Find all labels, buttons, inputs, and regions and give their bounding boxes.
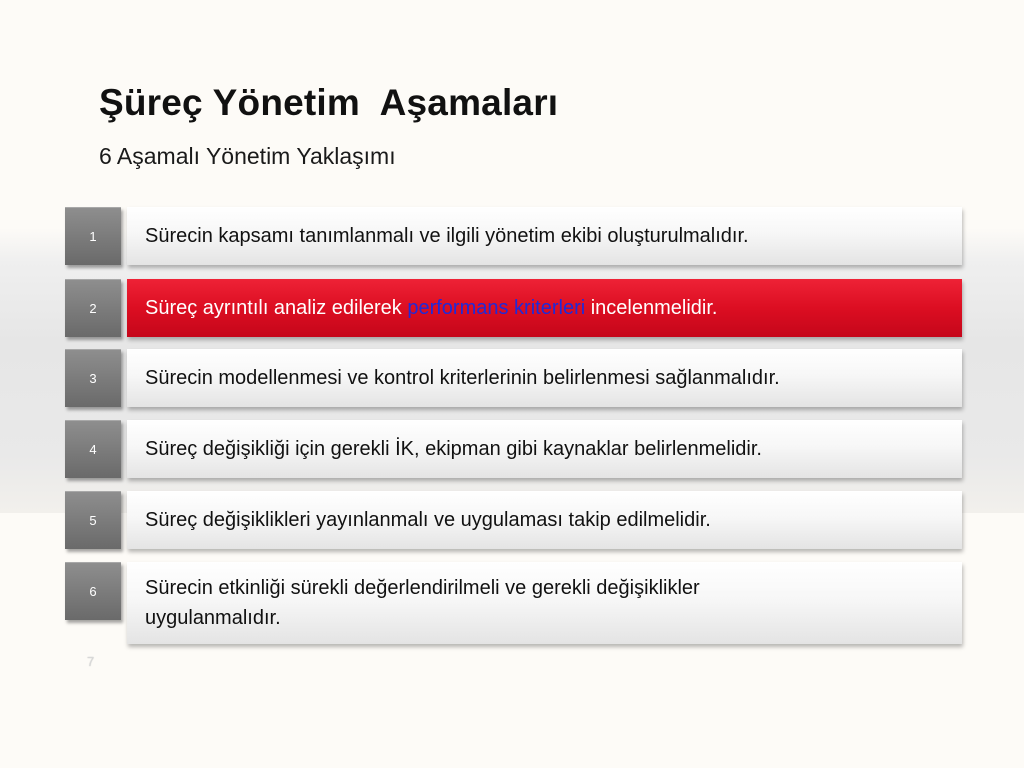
step-text-2-after: incelenmelidir. (585, 297, 718, 319)
step-number-1: 1 (65, 207, 121, 265)
step-row-4 (65, 420, 962, 478)
step-row-2 (65, 279, 962, 337)
step-text-2 (127, 279, 962, 337)
page-number: 7 (87, 654, 95, 669)
step-text-6 (127, 562, 962, 644)
step-number-3: 3 (65, 349, 121, 407)
step-row-5 (65, 491, 962, 549)
step-number-4: 4 (65, 420, 121, 478)
step-text-6-line2: uygulanmalıdır. (145, 607, 281, 629)
step-text-2-highlight: performans kriterleri (407, 297, 586, 319)
slide-subtitle: 6 Aşamalı Yönetim Yaklaşımı (99, 143, 396, 169)
step-number-6: 6 (65, 562, 121, 620)
step-number-2: 2 (65, 279, 121, 337)
step-text-2-before: Süreç ayrıntılı analiz edilerek (145, 297, 408, 319)
step-text-5: Süreç değişiklikleri yayınlanmalı ve uygulaması takip edilmelidir. (127, 491, 962, 549)
step-row-6 (65, 562, 962, 644)
step-text-4: Süreç değişikliği için gerekli İK, ekipman gibi kaynaklar belirlenmelidir. (127, 420, 962, 478)
step-text-6-line1: Sürecin etkinliği sürekli değerlendirilmeli ve gerekli değişiklikler (145, 577, 700, 599)
step-text-3: Sürecin modellenmesi ve kontrol kriterlerinin belirlenmesi sağlanmalıdır. (127, 349, 962, 407)
slide-title: Şüreç Yönetim Aşamaları (99, 82, 559, 123)
step-row-1 (65, 207, 962, 265)
step-row-3 (65, 349, 962, 407)
step-number-5: 5 (65, 491, 121, 549)
step-text-1: Sürecin kapsamı tanımlanmalı ve ilgili yönetim ekibi oluşturulmalıdır. (127, 207, 962, 265)
